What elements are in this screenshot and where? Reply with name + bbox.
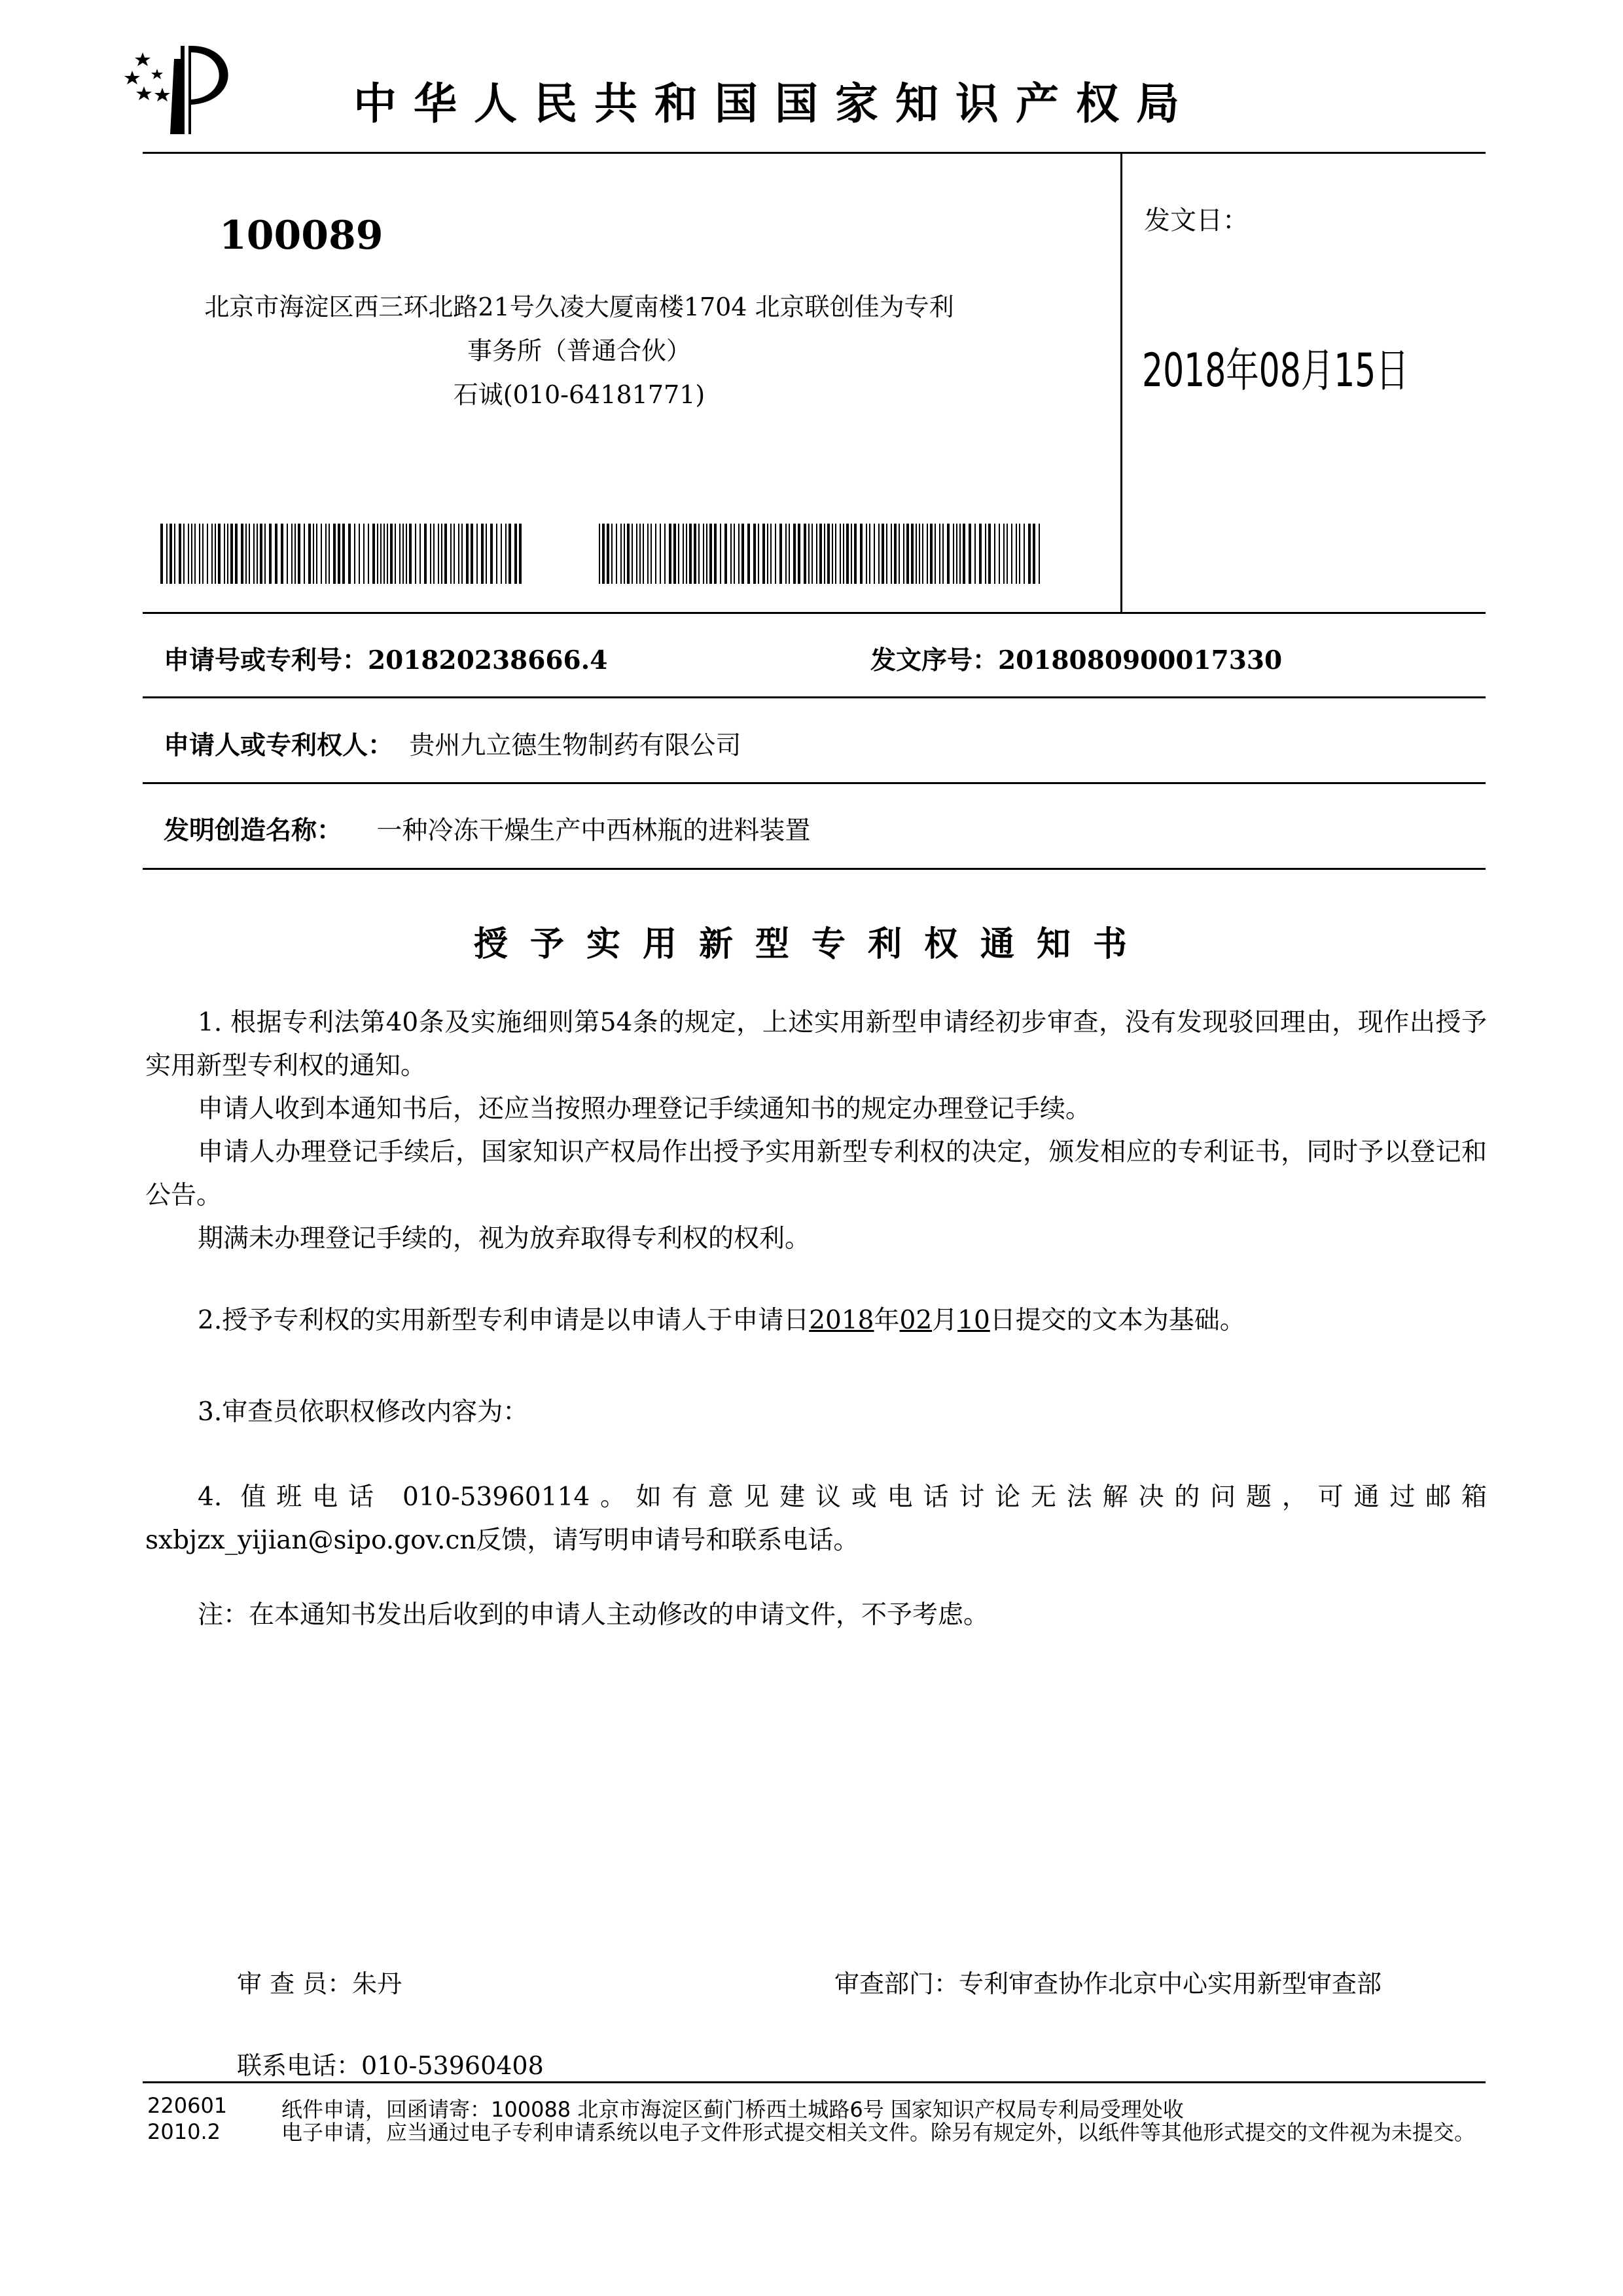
paragraph-1: 1. 根据专利法第40条及实施细则第54条的规定，上述实用新型申请经初步审查，没有发现驳回理由，现作出授予实用新型专利权的通知。 [145, 1008, 1487, 1081]
dispatch-serial-label: 发文序号： [870, 645, 999, 675]
paragraph-2-tail: 日提交的文本为基础。 [990, 1306, 1245, 1335]
year-char: 年 [874, 1306, 900, 1335]
recipient-contact: 石诚(010-64181771) [453, 380, 705, 409]
fields-rule-3 [143, 868, 1486, 870]
footer-electronic-filing: 电子申请，应当通过电子专利申请系统以电子文件形式提交相关文件。除另有规定外，以纸件等其他形式提交的文件视为未提交。 [281, 2120, 1476, 2145]
applicant-label: 申请人或专利权人： [164, 730, 394, 761]
notice-body-section-1 [145, 1001, 1487, 1261]
recipient-postcode: 100089 [219, 213, 383, 259]
application-number-field [164, 640, 607, 677]
sipo-logo [118, 39, 249, 137]
dispatch-serial-value: 2018080900017330 [998, 645, 1283, 675]
form-code: 220601 [147, 2093, 228, 2118]
applicant-value: 贵州九立德生物制药有限公司 [409, 731, 741, 761]
form-version: 2010.2 [147, 2119, 221, 2144]
agency-name: 中华人民共和国国家知识产权局 [353, 79, 1196, 129]
recipient-address-line2: 事务所（普通合伙） [467, 336, 691, 365]
paragraph-1b: 申请人收到本通知书后，还应当按照办理登记手续通知书的规定办理登记手续。 [198, 1094, 1092, 1124]
dispatch-serial-field [870, 640, 1282, 677]
paragraph-3-text: 3.审查员依职权修改内容为： [198, 1397, 529, 1427]
filing-year: 2018 [809, 1306, 874, 1335]
paragraph-1d: 期满未办理登记手续的，视为放弃取得专利权的权利。 [198, 1224, 811, 1253]
paragraph-2 [145, 1299, 1487, 1342]
paragraph-2-text: 2.授予专利权的实用新型专利申请是以申请人于申请日 [198, 1306, 810, 1335]
recipient-address-line1: 北京市海淀区西三环北路21号久凌大厦南楼1704 北京联创佳为专利 [204, 293, 954, 321]
application-number-label: 申请号或专利号： [164, 645, 368, 675]
dispatch-date-label: 发文日： [1144, 206, 1249, 236]
fields-rule-2 [143, 782, 1486, 784]
filing-month: 02 [899, 1306, 933, 1335]
contact-phone: 联系电话：010-53960408 [237, 2051, 544, 2080]
footer-paper-filing: 纸件申请，回函请寄：100088 北京市海淀区蓟门桥西土城路6号 国家知识产权局专利局受理处收 [281, 2097, 1184, 2122]
invention-title-label: 发明创造名称： [164, 816, 343, 846]
barcode-right [599, 524, 1044, 584]
notice-note-text: 注：在本通知书发出后收到的申请人主动修改的申请文件，不予考虑。 [198, 1600, 990, 1630]
fields-top-rule [143, 612, 1486, 614]
fields-rule-1 [143, 696, 1486, 698]
paragraph-1c: 申请人办理登记手续后，国家知识产权局作出授予实用新型专利权的决定，颁发相应的专利证书，同时予以登记和公告。 [145, 1138, 1487, 1210]
date-panel-divider [1120, 152, 1122, 613]
invention-title-value: 一种冷冻干燥生产中西林瓶的进料装置 [376, 816, 811, 846]
filing-day: 10 [957, 1306, 990, 1335]
barcode-left [160, 524, 527, 584]
paragraph-4 [145, 1476, 1487, 1562]
paragraph-4-text: 4. 值班电话 010-53960114。如有意见建议或电话讨论无法解决的问题，可通过邮箱sxbjzx_yijian@sipo.gov.cn反馈，请写明申请号和联系电话。 [145, 1482, 1487, 1555]
notice-title: 授予实用新型专利权通知书 [473, 925, 1149, 964]
application-number-value: 201820238666.4 [368, 645, 608, 675]
dispatch-date: 2018年08月15日 [1142, 344, 1409, 397]
month-char: 月 [932, 1306, 958, 1335]
header-rule [143, 152, 1486, 154]
examination-department: 审查部门：专利审查协作北京中心实用新型审查部 [834, 1969, 1382, 1998]
examiner-name: 审 查 员：朱丹 [237, 1969, 402, 1998]
paragraph-3 [145, 1391, 1487, 1434]
applicant-field [164, 725, 741, 762]
footer-rule [143, 2081, 1486, 2083]
notice-note [145, 1594, 1487, 1637]
invention-title-field [164, 810, 810, 847]
